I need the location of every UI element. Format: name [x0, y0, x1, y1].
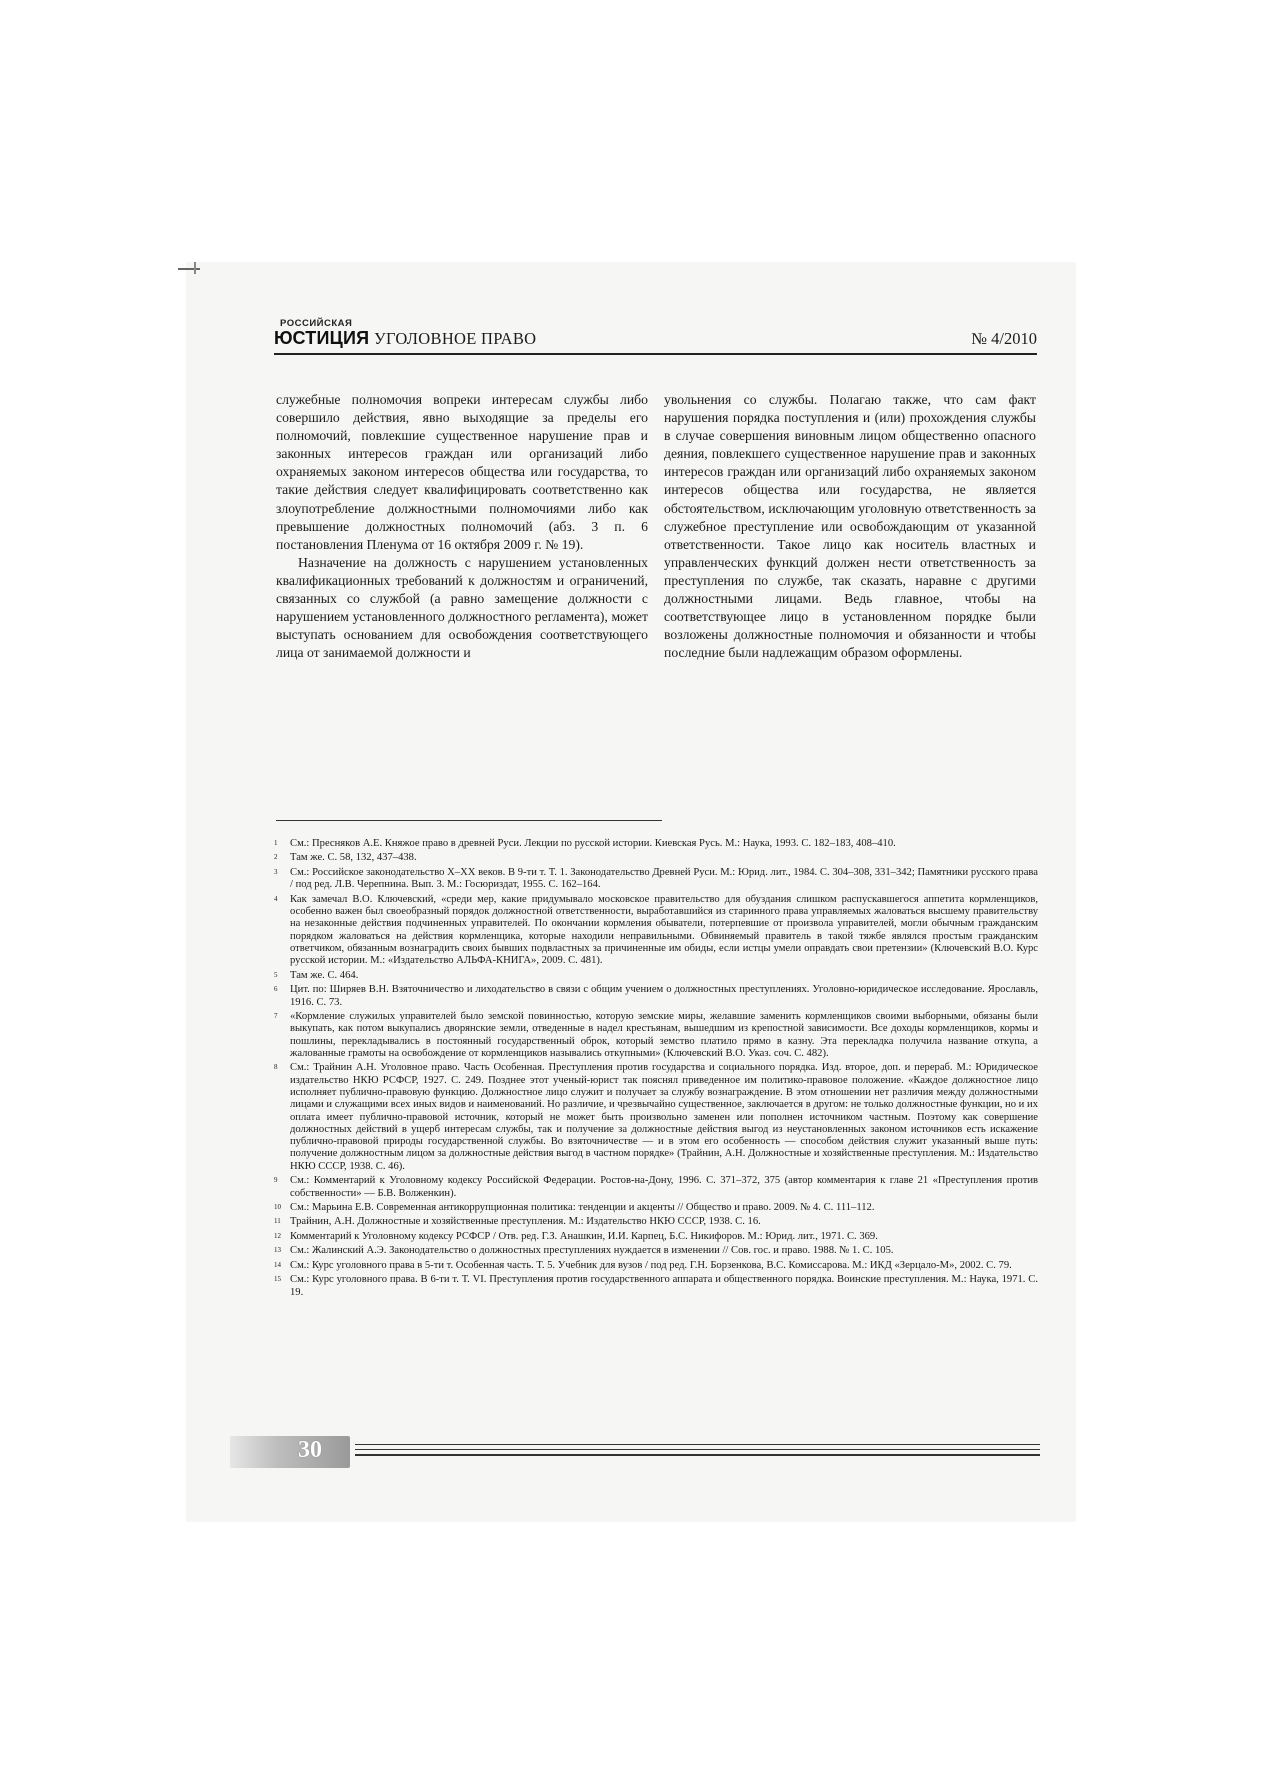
footnote-number: 2 — [274, 853, 278, 862]
footnote-text: См.: Российское законодательство X–XX веков. В 9-ти т. Т. 1. Законодательство Древней Руси. М.: Юрид. лит., 1984. С. 304–308, 331–342; Памятники русского права / под ред. Л.В. Черепнина. Вып. 3. М.: Госюриздат, 1955. С. 162–164. — [290, 866, 1038, 891]
footnote-text: См.: Курс уголовного права. В 6-ти т. Т. VI. Преступления против государственного аппарата и общественного порядка. Воинские преступления. М.: Наука, 1971. С. 19. — [290, 1274, 1038, 1298]
footnotes-section — [274, 838, 1038, 1301]
footnote-text: См.: Комментарий к Уголовному кодексу Российской Федерации. Ростов-на-Дону, 1996. С. 371–372, 375 (автор комментария к главе 21 «Преступления против собственности» — Б.В. Волженкин). — [290, 1175, 1038, 1199]
paragraph: Назначение на должность с нарушением установленных квалификационных требований к должностям и ограничений, связанных со службой (а равно замещение должности с нарушением установленного должностного регламента), может выступать основанием для освобождения соответствующего лица от занимаемой должности и — [276, 554, 648, 661]
footnote-text: Как замечал В.О. Ключевский, «среди мер, какие придумывало московское правительство для обуздания слишком распускавшегося аппетита кормленщиков, особенно важен был своеобразный порядок должностной ответственности, выработавшийся из старинного права управляемых жаловаться высшему правительству на незаконные действия подчиненных управителей. По окончании кормления обыватели, потерпевшие от произвола управителей, могли обычным гражданским порядком жаловаться на действия кормленщика, которые находили неправильными. Обвиняемый правитель в такой тяжбе являлся простым гражданским ответчиком, обязанным вознаградить своих бывших подвластных за причиненные им обиды, если истцы умели оправдать свои претензии» (Ключевский В.О. Курс русской истории. М.: «Издательство АЛЬФА-КНИГА», 2009. С. 481). — [290, 893, 1038, 967]
footnote-number: 1 — [274, 839, 278, 847]
footnote — [274, 1274, 1038, 1299]
footnote-number: 8 — [274, 1063, 278, 1072]
footnote-number: 5 — [274, 970, 278, 979]
footnote — [274, 894, 1038, 968]
text-column-right — [664, 391, 1036, 662]
footnote — [274, 1260, 1038, 1272]
footnote-number: 4 — [274, 894, 278, 903]
footnote — [274, 970, 1038, 982]
footnote-number: 9 — [274, 1176, 278, 1185]
footnote-text: См.: Марьина Е.В. Современная антикоррупционная политика: тенденции и акценты // Общество и право. 2009. № 4. С. 111–112. — [290, 1202, 875, 1213]
page-footer — [230, 1436, 1040, 1470]
footnote-text: Трайнин, А.Н. Должностные и хозяйственные преступления. М.: Издательство НКЮ СССР, 1938. С. 16. — [290, 1216, 761, 1228]
issue-number: № 4/2010 — [971, 329, 1037, 348]
footnote-number: 11 — [274, 1217, 281, 1226]
footnote — [274, 984, 1038, 1009]
footnote — [274, 1202, 1038, 1214]
footnote-text: См.: Трайнин А.Н. Уголовное право. Часть Особенная. Преступления против государства и социального порядка. Изд. второе, доп. и перераб. М.: Юридическое издательство НКЮ РСФСР, 1927. С. 249. Позднее этот ученый-юрист так пояснял приведенное им политико-правовое положение. «Каждое должностное лицо исполняет публично-правовую функцию. Должностное лицо служит и получает за службу вознаграждение. В этом отношении нет различия между должностными лицами и служащими всех иных видов и наименований. Но различие, и чрезвычайно существенное, заключается в другом: не только должностные функции, но и их оплата имеет публично-правовой источник, который не может быть произвольно заменен или пополнен источником частным. Поэтому как совершение должностных действий в ущерб интересам службы, так и получение за должностные действия выгод из неустановленных законом источников есть искажение публично-правовой природы государственной службы. Во взяточничестве — и в этом его особенность — способом действия служит указанный выше путь: получение должностным лицом за должностные действия выгод в частном порядке» (Трайнин, А.Н. Должностные и хозяйственные преступления. М.: Издательство НКЮ СССР, 1938. С. 46). — [290, 1062, 1038, 1172]
footnote-number: 3 — [274, 867, 278, 876]
footnote — [274, 867, 1038, 892]
footnote-text: «Кормление служилых управителей было земской повинностью, которую земские миры, желавшие заменить кормленщиков своими выборными, обязаны были выкупать, как потом выкупались дворянские земли, отведенные в надел крестьянам, вышедшим из крепостной зависимости. Все доходы кормленщиков, кормы и пошлины, перекладывались в постоянный государственный оброк, который земство платило прямо в казну. Эта перекладка получила название откупа, а жалованные грамоты на освобождение от кормленщиков назывались откупными» (Ключевский В.О. Указ. соч. С. 482). — [290, 1010, 1038, 1059]
footer-rule — [355, 1449, 1040, 1450]
footnote — [274, 1175, 1038, 1200]
crop-mark — [194, 262, 196, 274]
footnote-number: 7 — [274, 1011, 278, 1020]
header-divider — [274, 353, 1037, 355]
paragraph: служебные полномочия вопреки интересам службы либо совершило действия, явно выходящие за пределы его полномочий, повлекшие существенное нарушение прав и законных интересов граждан или организаций либо охраняемых законом интересов общества или государства, то такие действия следует квалифицировать соответственно как злоупотребление должностными полномочиями либо как превышение должностных полномочий (абз. 3 п. 6 постановления Пленума от 16 октября 2009 г. № 19). — [276, 392, 648, 552]
footnote-number: 12 — [274, 1231, 281, 1240]
footnote-text: См.: Курс уголовного права в 5-ти т. Особенная часть. Т. 5. Учебник для вузов / под ред. Г.Н. Борзенкова, В.С. Комиссарова. М.: ИКД «Зерцало-М», 2002. С. 79. — [290, 1259, 1012, 1271]
footnote-text: См.: Пресняков А.Е. Княжое право в древней Руси. Лекции по русской истории. Киевская Русь. М.: Наука, 1993. С. 182–183, 408–410. — [290, 838, 896, 849]
footnote — [274, 1062, 1038, 1173]
footnote — [274, 852, 1038, 864]
footnote-text: Комментарий к Уголовному кодексу РСФСР / Отв. ред. Г.З. Анашкин, И.И. Карпец, Б.С. Никифоров. М.: Юрид. лит., 1971. С. 369. — [290, 1230, 878, 1242]
footnote — [274, 1231, 1038, 1243]
crop-mark — [178, 268, 200, 270]
footnote-number: 15 — [274, 1275, 281, 1284]
footnote — [274, 1216, 1038, 1228]
footer-rule — [355, 1454, 1040, 1456]
logo-top-text: РОССИЙСКАЯ — [280, 318, 353, 329]
footnote — [274, 838, 1038, 850]
paragraph: увольнения со службы. Полагаю также, что сам факт нарушения порядка поступления и (или) прохождения службы в случае совершения виновным лицом общественно опасного деяния, повлекшего существенное нарушение прав и законных интересов граждан или организаций либо охраняемых законом интересов общества или государства, не является обстоятельством, исключающим уголовную ответственность за служебное преступление или освобождающим от указанной ответственности. Такое лицо как носитель властных и управленческих функций должен нести ответственность за преступления по службе, так сказать, наравне с другими должностными лицами. Ведь главное, чтобы на соответствующее лицо в установленном порядке были возложены должностные полномочия и обязанности и чтобы последние были надлежащим образом оформлены. — [664, 392, 1036, 661]
footnote-text: Там же. С. 464. — [290, 969, 359, 981]
footnote-divider — [276, 820, 662, 821]
footnote-text: Там же. С. 58, 132, 437–438. — [290, 852, 417, 864]
footnote-number: 6 — [274, 985, 278, 994]
page-number: 30 — [298, 1437, 322, 1463]
footnote — [274, 1245, 1038, 1257]
section-title: УГОЛОВНОЕ ПРАВО — [374, 329, 537, 348]
footnote-number: 10 — [274, 1203, 281, 1211]
footnote — [274, 1011, 1038, 1060]
footer-rule — [355, 1444, 1040, 1445]
footnote-number: 14 — [274, 1260, 281, 1269]
journal-logo — [274, 318, 370, 349]
page-number-badge — [230, 1436, 350, 1468]
page-header — [274, 318, 1037, 354]
footnote-text: Цит. по: Ширяев В.Н. Взяточничество и лиходательство в связи с общим учением о должностных преступлениях. Уголовно-юридическое исследование. Ярославль, 1916. С. 73. — [290, 984, 1038, 1008]
footnote-number: 13 — [274, 1246, 281, 1255]
footnote-text: См.: Жалинский А.Э. Законодательство о должностных преступлениях нуждается в изменении // Сов. гос. и право. 1988. № 1. С. 105. — [290, 1245, 894, 1257]
logo-main-text: ЮСТИЦИЯ — [274, 328, 370, 348]
text-column-left — [276, 391, 648, 662]
